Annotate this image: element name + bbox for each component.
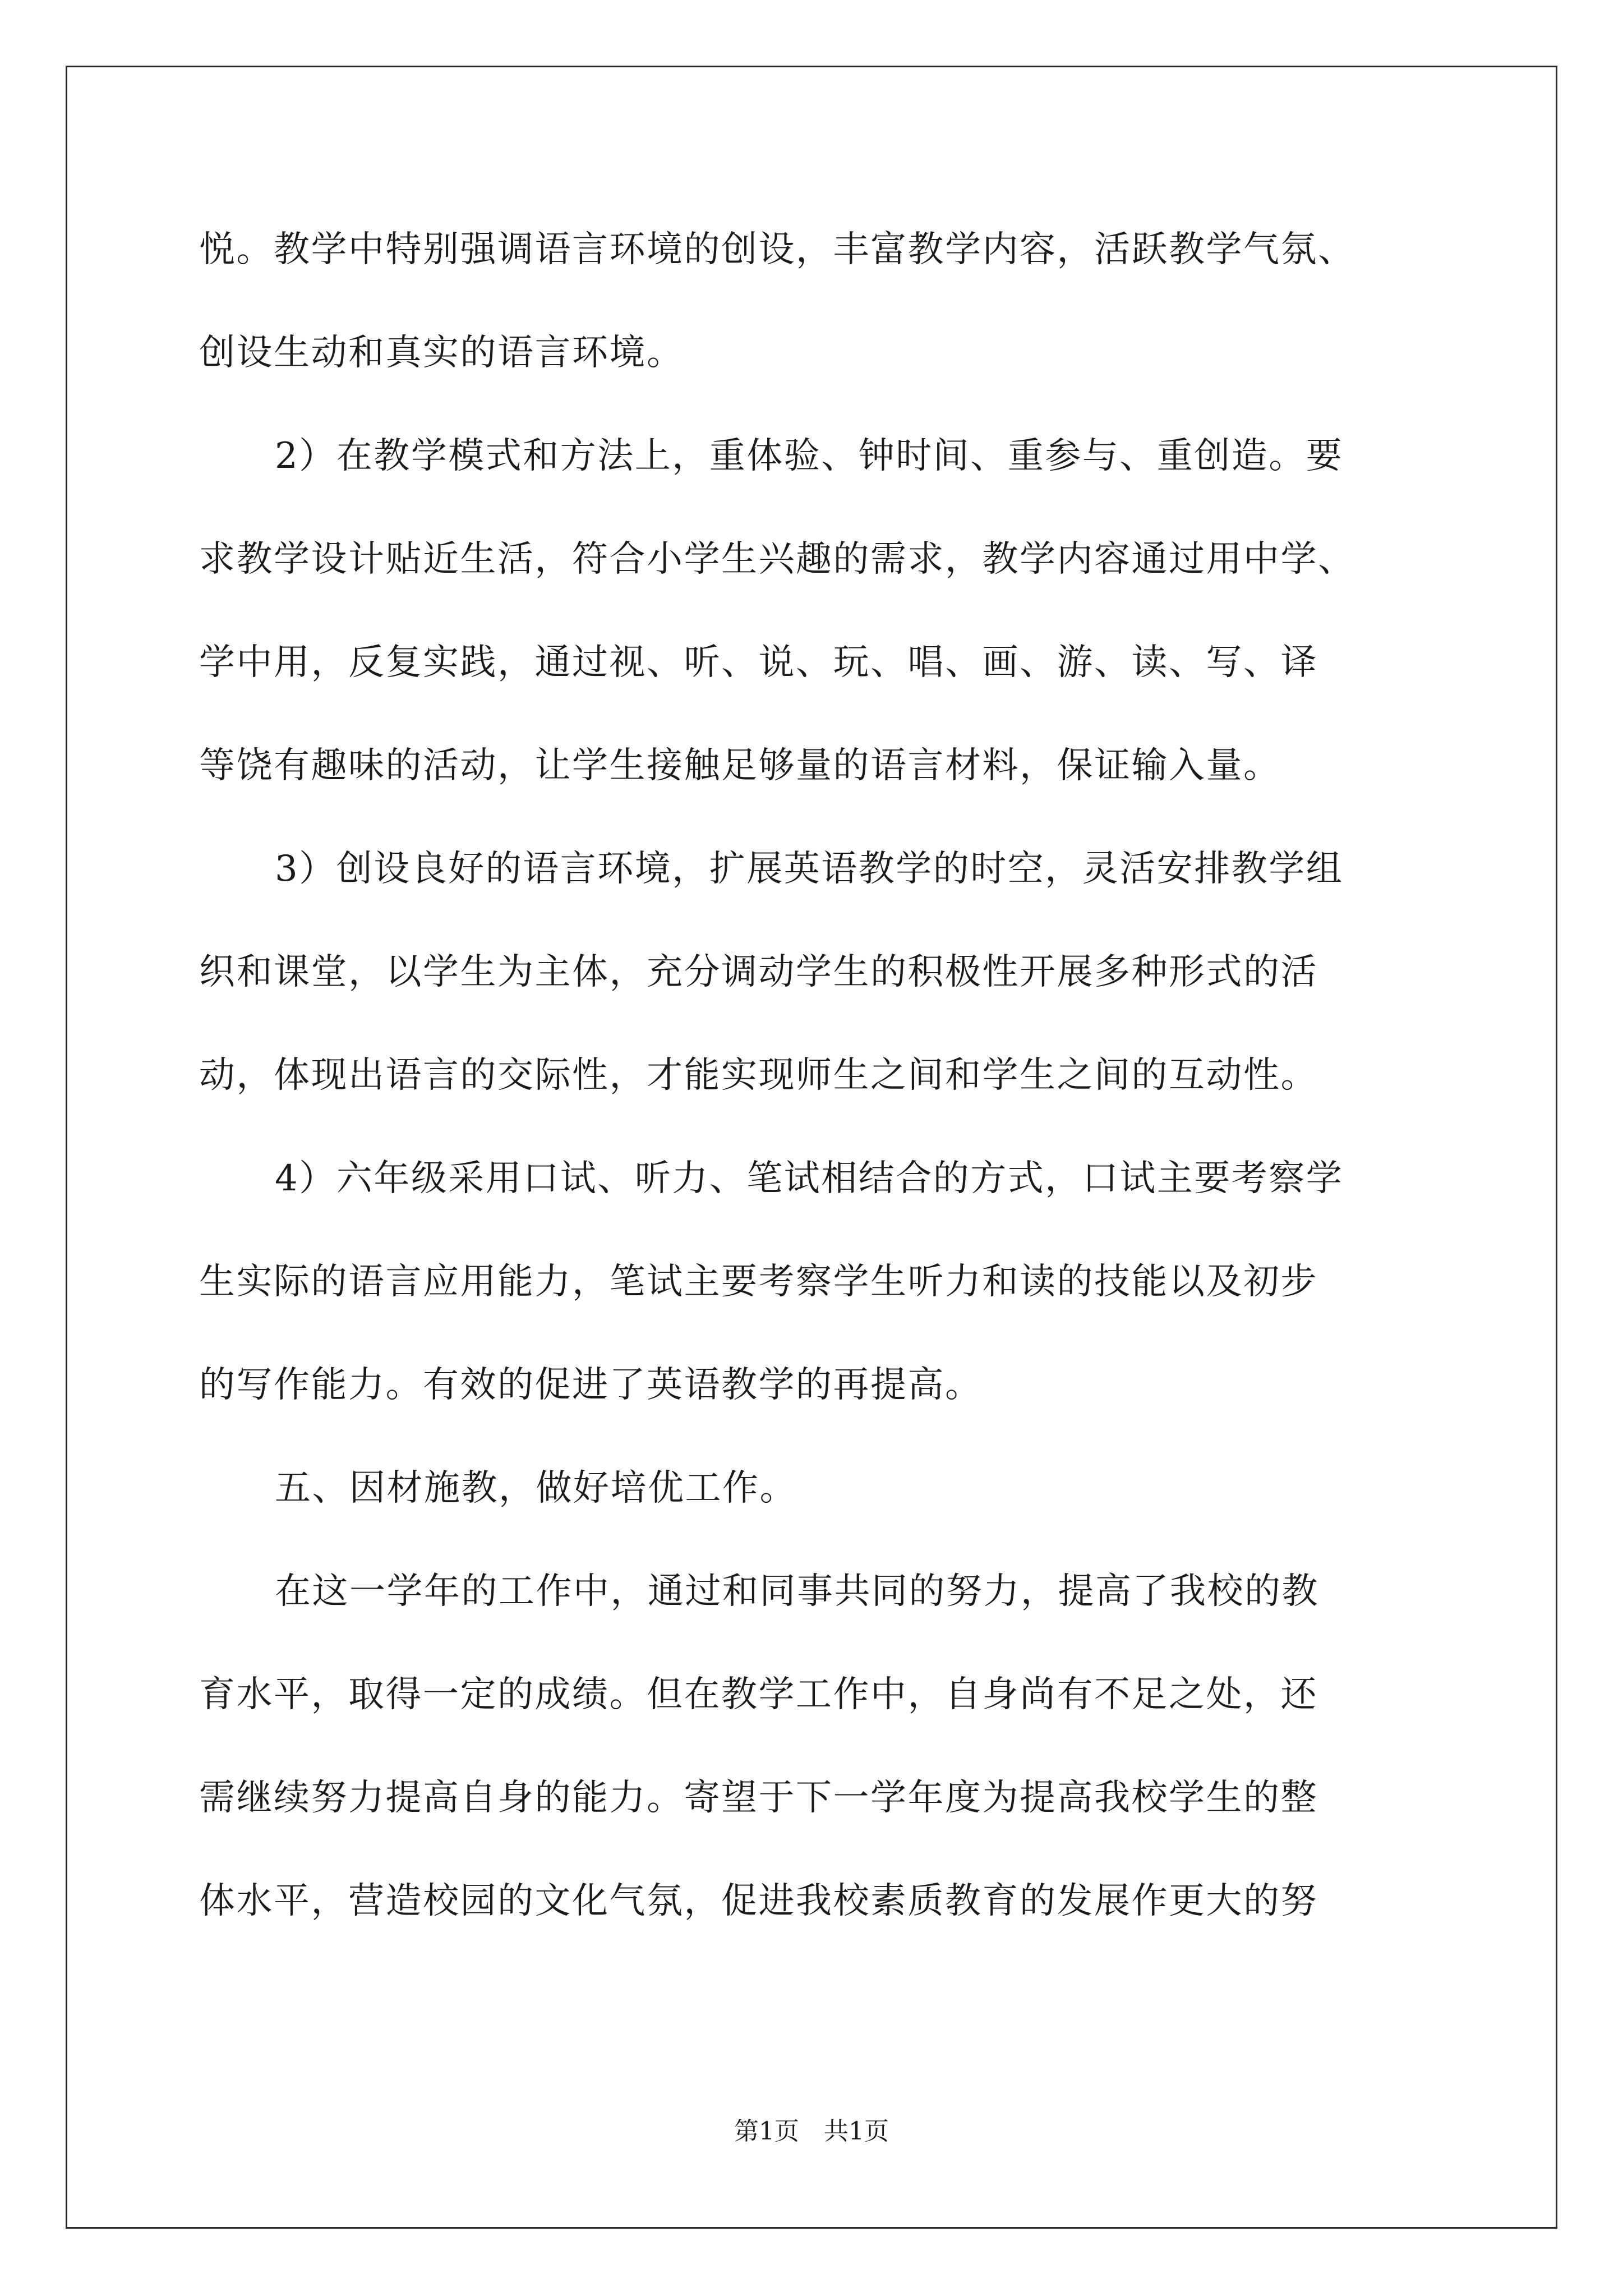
text-line: 求教学设计贴近生活，符合小学生兴趣的需求，教学内容通过用中学、 bbox=[199, 539, 1355, 580]
text-line: 生实际的语言应用能力，笔试主要考察学生听力和读的技能以及初步 bbox=[199, 1261, 1318, 1303]
text-line: 织和课堂，以学生为主体，充分调动学生的积极性开展多种形式的活 bbox=[199, 951, 1318, 993]
text-line: 在这一学年的工作中，通过和同事共同的努力，提高了我校的教 bbox=[275, 1571, 1319, 1612]
text-line: 体水平，营造校园的文化气氛，促进我校素质教育的发展作更大的努 bbox=[199, 1880, 1318, 1922]
document-body bbox=[199, 198, 1425, 1953]
text-line: 的写作能力。有效的促进了英语教学的再提高。 bbox=[199, 1364, 983, 1406]
text-line: 动，体现出语言的交际性，才能实现师生之间和学生之间的互动性。 bbox=[199, 1055, 1318, 1096]
section-heading: 五、因材施教，做好培优工作。 bbox=[275, 1467, 797, 1509]
text-line: 育水平，取得一定的成绩。但在教学工作中，自身尚有不足之处，还 bbox=[199, 1674, 1318, 1715]
text-line: 学中用，反复实践，通过视、听、说、玩、唱、画、游、读、写、译 bbox=[199, 642, 1318, 683]
text-line: 等饶有趣味的活动，让学生接触足够量的语言材料，保证输入量。 bbox=[199, 745, 1281, 786]
text-line: 3）创设良好的语言环境，扩展英语教学的时空，灵活安排教学组 bbox=[275, 848, 1344, 890]
text-line: 需继续努力提高自身的能力。寄望于下一学年度为提高我校学生的整 bbox=[199, 1777, 1318, 1819]
text-line: 创设生动和真实的语言环境。 bbox=[199, 332, 684, 374]
text-line: 2）在教学模式和方法上，重体验、钟时间、重参与、重创造。要 bbox=[275, 435, 1344, 477]
text-line: 4）六年级采用口试、听力、笔试相结合的方式，口试主要考察学 bbox=[275, 1158, 1344, 1199]
text-line: 悦。教学中特别强调语言环境的创设，丰富教学内容，活跃教学气氛、 bbox=[199, 229, 1355, 270]
page-number: 第1页 共1页 bbox=[734, 2117, 889, 2146]
